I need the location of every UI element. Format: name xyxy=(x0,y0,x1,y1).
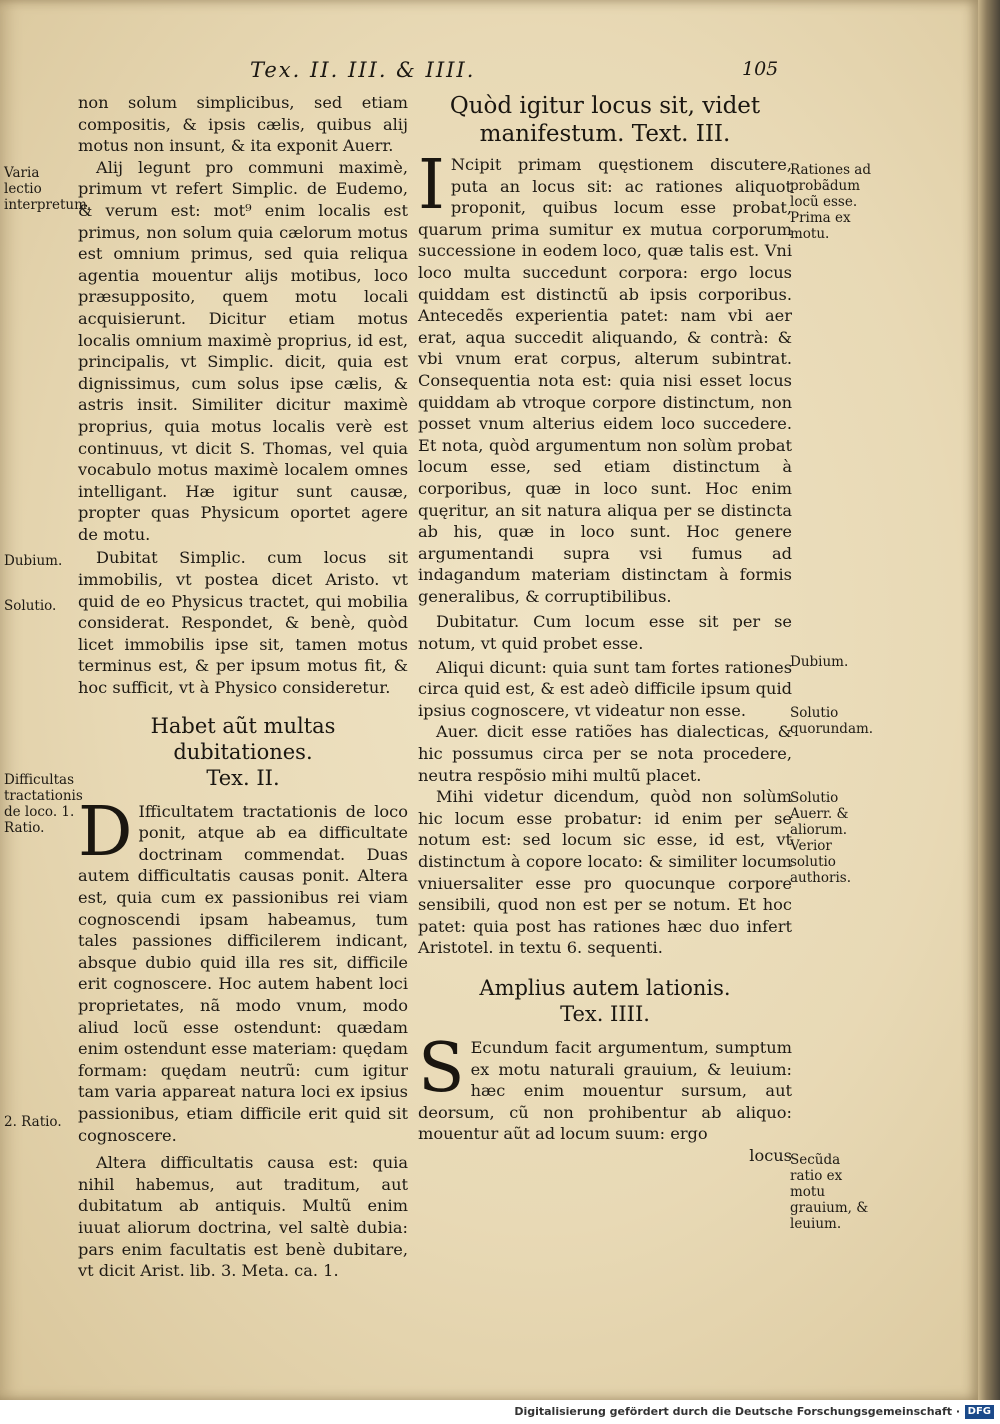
right-paragraph-2: Dubitatur. Cum locum esse sit per se notum, vt quid probet esse. xyxy=(418,612,792,654)
left-paragraph-4: Ifficultatem tractationis de loco ponit, atque ab ea difficultate doctrinam commendat. Duas autem difficultatis causas ponit. Altera est, quia cum ex passionibus rei viam cognoscendi ipsam habeamus, tum tales passiones difficilerem indicant, absque dubio quid illa res sit, difficile erit cognoscere. Hoc autem habent loci proprietates, nã modo vnum, modo aliud locũ esse ostendunt: quædam enim ostendunt esse materiam: quędam formam: quędam neutrũ: cum igitur tam varia appareat natura loci ex ipsius passionibus, etiam difficile erit quid sit cognoscere. xyxy=(78,801,408,1145)
left-paragraph-1: non solum simplicibus, sed etiam compositis, & ipsis cælis, quibus alij motus non insunt, & ita exponit Auerr. xyxy=(78,93,408,156)
right-paragraph-1: Ncipit primam quęstionem discutere, puta an locus sit: ac rationes aliquot proponit, quibus locum esse probat, quarum prima sumitur ex mutua corporum successione in eodem loco, quæ talis est. Vni loco multa succedunt corpora: ergo locus quiddam est distinctũ ab ipsis corporibus. Antecedẽs experientia patet: nam vbi aer erat, aqua succedit aliquando, & contrà: & vbi vnum erat corpus, alterum subintrat. Consequentia nota est: quia nisi esset locus quiddam ab vtroque corpore distinctum, non posset vnum alterius eidem loco succedere. Et nota, quòd argumentum non solùm probat locum esse, sed etiam distinctum à corporibus, quæ in loco sunt. Hoc enim quęritur, an sit natura aliqua per se distincta ab his, quæ in loco sunt. Hoc genere argumentandi supra vsi fumus ad indagandum materiam distinctam à formis generalibus, & corruptibilibus. xyxy=(418,155,792,606)
gloss-solutio-auerr: Solutio Auerr. & aliorum. Verior solutio authoris. xyxy=(790,790,851,886)
dfg-logo-icon: DFG xyxy=(965,1405,994,1419)
page-edge xyxy=(978,0,1000,1400)
gloss-secunda-ratio-right: Secũda ratio ex motu grauium, & leuium. xyxy=(790,1152,869,1232)
right-column xyxy=(418,92,792,1167)
page-number: 105 xyxy=(742,58,779,80)
right-heading-2: Amplius autem lationis. xyxy=(479,975,731,1000)
dropcap-d: D xyxy=(78,792,133,872)
footer-credit: Digitalisierung gefördert durch die Deutsche Forschungsgemeinschaft · xyxy=(514,1405,960,1418)
gloss-varia-lectio: Varia lectio interpretum. xyxy=(4,165,92,213)
dropcap-s: S xyxy=(418,1028,465,1108)
gloss-dubium-left: Dubium. xyxy=(4,553,63,569)
right-heading-3: Tex. IIII. xyxy=(560,1001,650,1026)
gloss-dubium-right: Dubium. xyxy=(790,654,849,670)
left-paragraph-5: Altera difficultatis causa est: quia nihil habemus, aut traditum, aut dubitatum ab antiquis. Multũ enim iuuat aliorum doctrina, vel saltè dubia: pars enim facultatis est benè dubitare, vt dicit Arist. lib. 3. Meta. ca. 1. xyxy=(78,1153,408,1281)
left-column xyxy=(78,92,408,1282)
right-paragraph-3: Aliqui dicunt: quia sunt tam fortes rationes circa quid est, & est adeò difficile ipsum quid ipsius cognoscere, vt videatur non esse. xyxy=(418,657,792,720)
gloss-secunda-ratio-left: 2. Ratio. xyxy=(4,1114,62,1130)
left-heading-1: Habet aũt multas dubitationes. xyxy=(150,713,336,764)
dropcap-i: I xyxy=(418,146,445,225)
left-paragraph-2: Alij legunt pro communi maximè, primum vt refert Simplic. de Eudemo, & verum est: mot⁹ enim localis est primus, non solum quia cælorum motus est omnium primus, sed quia reliqua agentia mouentur alijs motibus, loco præsupposito, quem motu locali acquisierunt. Dicitur etiam motus localis omnium maximè proprius, id est, principalis, vt Simplic. dicit, quia est dignissimus, cum solus ipse cælis, & astris insit. Similiter dicitur maximè proprius, quia motus localis verè est continuus, vt dicit S. Thomas, vel quia vocabulo motus maximè localem omnes intelligant. Hæ igitur sunt causæ, propter quas Physicum oportet agere de motu. xyxy=(78,157,408,544)
right-paragraph-6: Ecundum facit argumentum, sumptum ex motu naturali grauium, & leuium: hæc enim mouentur sursum, aut deorsum, cũ non prohibentur ab aliquo: mouentur aũt ad locum suum: ergo xyxy=(418,1037,792,1144)
right-paragraph-5: Mihi videtur dicendum, quòd non solùm hic locum esse probatur: id enim per se notum est: sed locum sic esse, id est, vt distinctum à copore locato: & similiter locum vniuersaliter esse pro quocunque corpore sensibili, quod non est per se notum. Et hoc patet: quia post has rationes hæc duo infert Aristotel. in textu 6. sequenti. xyxy=(418,787,792,958)
right-heading-1: Quòd igitur locus sit, videt manifestum. Text. III. xyxy=(449,93,761,147)
right-paragraph-4: Auer. dicit esse ratiões has dialecticas, & hic possumus circa per se nota procedere, neutra respõsio mihi multũ placet. xyxy=(418,722,792,785)
left-paragraph-3: Dubitat Simplic. cum locus sit immobilis, vt postea dicet Aristo. vt quid de eo Physicus tractet, qui mobilia considerat. Respondet, & benè, quòd licet immobilis ipse sit, tamen motus terminus est, & per ipsum motus fit, & hoc sufficit, vt à Physico consideretur. xyxy=(78,548,408,698)
catchword: locus xyxy=(749,1145,792,1165)
gloss-solutio-quorundam: Solutio quorundam. xyxy=(790,705,874,737)
gloss-solutio-left: Solutio. xyxy=(4,598,57,614)
gloss-rationes: Rationes ad probãdum locũ esse. Prima ex motu. xyxy=(790,162,871,242)
running-head: Tex. II. III. & IIII. xyxy=(250,58,476,82)
footer-bar xyxy=(0,1400,1000,1424)
left-heading-2: Tex. II. xyxy=(206,765,280,790)
gloss-difficultas: Difficultas tractationis de loco. 1. Ratio. xyxy=(4,772,83,836)
